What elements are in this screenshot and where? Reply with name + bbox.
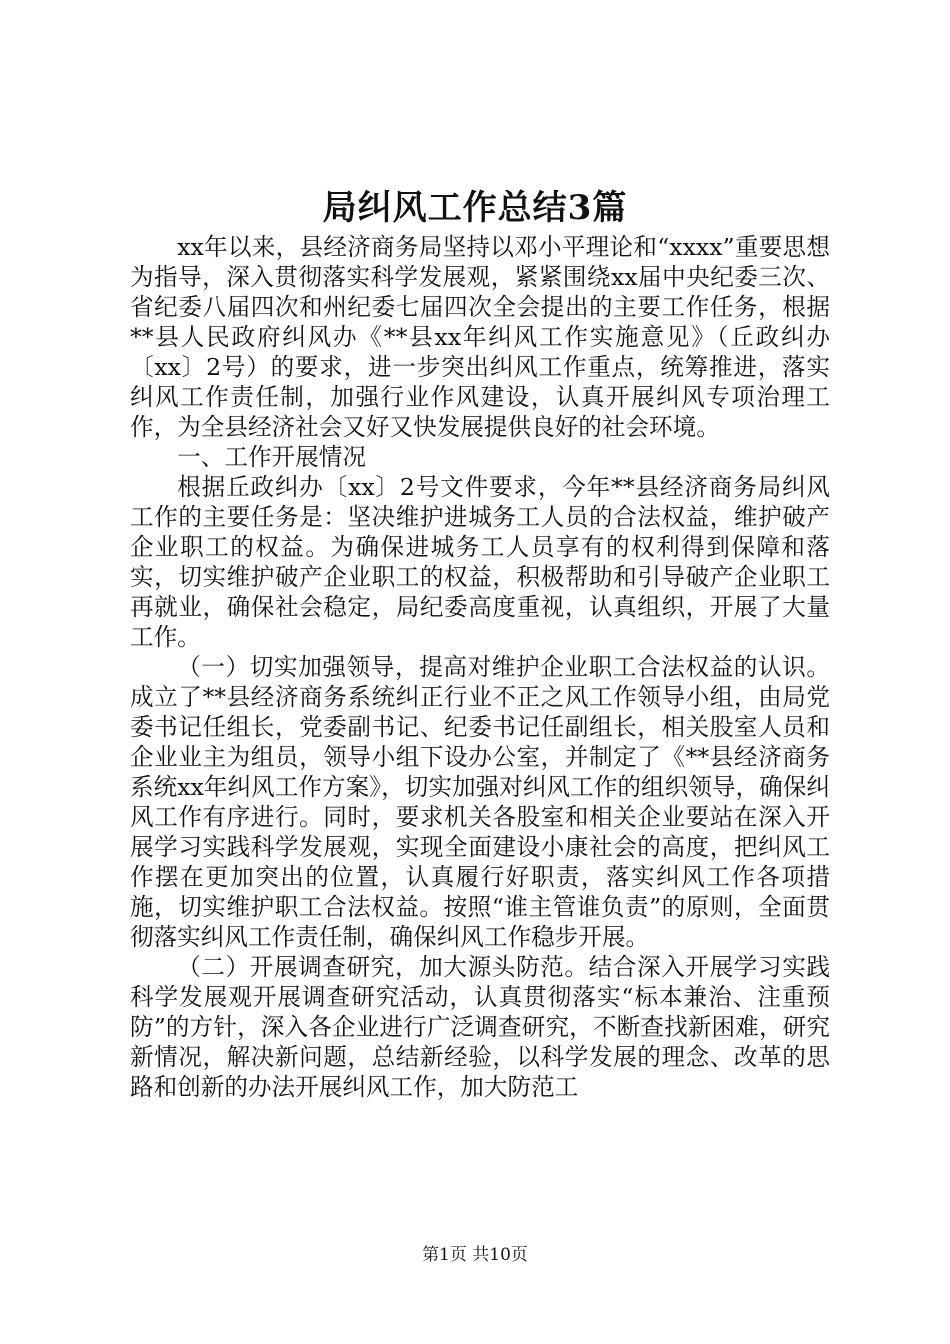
paragraph-leadership: （一）切实加强领导，提高对维护企业职工合法权益的认识。成立了**县经济商务系统纠正行业不正之风工作领导小组，由局党委书记任组长，党委副书记、纪委书记任副组长，相关股室人员和企业业主为组员，领导小组下设办公室，并制定了《**县经济商务系统xx年纠风工作方案》，切实加强对纠风工作的组织领导，确保纠风工作有序进行。同时，要求机关各股室和相关企业要站在深入开展学习实践科学发展观，实现全面建设小康社会的高度，把纠风工作摆在更加突出的位置，认真履行好职责，落实纠风工作各项措施，切实维护职工合法权益。按照“谁主管谁负责”的原则，全面贯彻落实纠风工作责任制，确保纠风工作稳步开展。 [130,653,830,951]
document-title: 局纠风工作总结3篇 [322,188,628,228]
section-heading-work-status: 一、工作开展情况 [177,443,366,471]
page-number-footer: 第1页 共10页 [422,1245,528,1265]
document-body [130,232,830,1102]
paragraph-main-tasks: 根据丘政纠办〔xx〕2号文件要求，今年**县经济商务局纠风工作的主要任务是：坚决维护进城务工人员的合法权益，维护破产企业职工的权益。为确保进城务工人员享有的权利得到保障和落实，切实维护破产企业职工的权益，积极帮助和引导破产企业职工再就业，确保社会稳定，局纪委高度重视，认真组织，开展了大量工作。 [130,473,830,651]
paragraph-intro: xx年以来，县经济商务局坚持以邓小平理论和“xxxx”重要思想为指导，深入贯彻落实科学发展观，紧紧围绕xx届中央纪委三次、省纪委八届四次和州纪委七届四次全会提出的主要工作任务，根据**县人民政府纠风办《**县xx年纠风工作实施意见》（丘政纠办〔xx〕2号）的要求，进一步突出纠风工作重点，统筹推进，落实纠风工作责任制，加强行业作风建设，认真开展纠风专项治理工作，为全县经济社会又好又快发展提供良好的社会环境。 [130,233,830,441]
paragraph-research: （二）开展调查研究，加大源头防范。结合深入开展学习实践科学发展观开展调查研究活动，认真贯彻落实“标本兼治、注重预防”的方针，深入各企业进行广泛调查研究，不断查找新困难，研究新情况，解决新问题，总结新经验，以科学发展的理念、改革的思路和创新的办法开展纠风工作，加大防范工 [130,953,830,1101]
